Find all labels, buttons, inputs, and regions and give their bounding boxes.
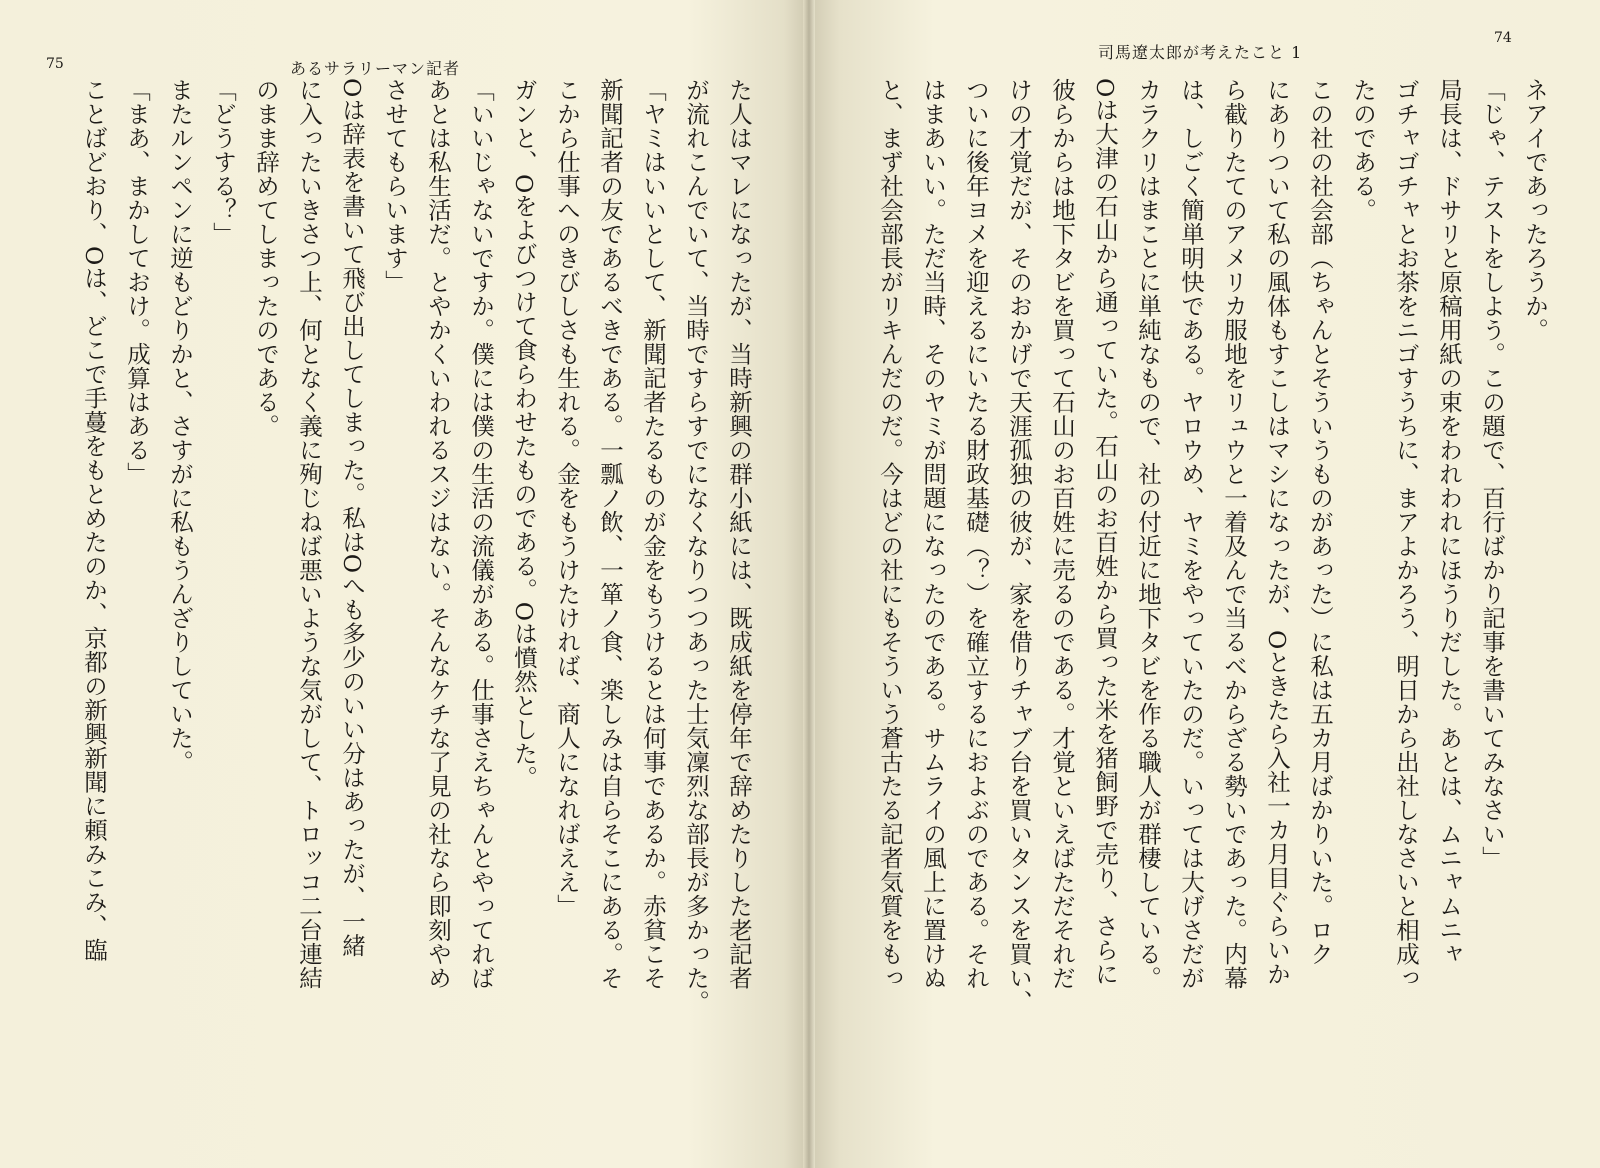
text-line: 「どうする？」 [209, 78, 237, 246]
text-line: にありついて私の風体もすこしはマシになったが、Oときたら入社一カ月目ぐらいか [1263, 78, 1291, 986]
text-line: ネアイであったろうか。 [1521, 78, 1549, 342]
right-page [808, 0, 1600, 1168]
text-line: と、まず社会部長がリキんだのだ。今はどの社にもそういう蒼古たる記者気質をもっ [876, 78, 904, 990]
text-line: た人はマレになったが、当時新興の群小紙には、既成紙を停年で辞めたりした老記者 [725, 78, 753, 990]
book-gutter [803, 0, 815, 1168]
text-line: ら截りたてのアメリカ服地をリュウと一着及んで当るべからざる勢いであった。内幕 [1220, 78, 1248, 990]
page-number-left: 75 [46, 56, 64, 72]
running-head-right: 司馬遼太郎が考えたこと 1 [1098, 43, 1303, 62]
text-line: 局長は、ドサリと原稿用紙の束をわれわれにほうりだした。あとは、ムニャムニャ [1435, 78, 1463, 966]
text-line: この社の社会部（ちゃんとそういうものがあった）に私は五カ月ばかりいた。ロク [1306, 78, 1334, 966]
text-line: ことばどおり、Oは、どこで手蔓をもとめたのか、京都の新興新聞に頼みこみ、臨 [80, 78, 108, 962]
text-line: たのである。 [1349, 78, 1377, 222]
text-line: ゴチャゴチャとお茶をニゴすうちに、まアよかろう、明日から出社しなさいと相成っ [1392, 78, 1420, 990]
text-line: こから仕事へのきびしさも生れる。金をもうけたければ、商人になればええ」 [553, 78, 581, 918]
text-line: に入ったいきさつ上、何となく義に殉じねば悪いような気がして、トロッコ二台連結 [295, 78, 323, 990]
text-line: 「ヤミはいいとして、新聞記者たるものが金をもうけるとは何事であるか。赤貧こそ [639, 78, 667, 990]
text-line: はまあいい。ただ当時、そのヤミが問題になったのである。サムライの風上に置けぬ [919, 78, 947, 990]
text-line: けの才覚だが、そのおかげで天涯孤独の彼が、家を借りチャブ台を買いタンスを買い、 [1005, 78, 1033, 1014]
text-line: させてもらいます」 [381, 78, 409, 294]
text-line: 「いいじゃないですか。僕には僕の生活の流儀がある。仕事さえちゃんとやってれば [467, 78, 495, 990]
left-body-text [40, 78, 760, 1138]
running-head-left: あるサラリーマン記者 [290, 59, 461, 78]
text-line: 新聞記者の友であるべきである。一瓢ノ飲、一箪ノ食、楽しみは自らそこにある。そ [596, 78, 624, 990]
text-line: が流れこんでいて、当時ですらすでになくなりつつあった士気凜烈な部長が多かった。 [682, 78, 710, 1014]
right-body-text [866, 78, 1556, 1138]
text-line: 「じゃ、テストをしよう。この題で、百行ばかり記事を書いてみなさい」 [1478, 78, 1506, 870]
text-line: は、しごく簡単明快である。ヤロウめ、ヤミをやっていたのだ。いっては大げさだが [1177, 78, 1205, 990]
text-line: のまま辞めてしまったのである。 [252, 78, 280, 438]
text-line: ついに後年ヨメを迎えるにいたる財政基礎（？）を確立するにおよぶのである。それ [962, 78, 990, 990]
text-line: またルンペンに逆もどりかと、さすがに私もうんざりしていた。 [166, 78, 194, 774]
page-number-right: 74 [1494, 30, 1512, 46]
text-line: 「まあ、まかしておけ。成算はある」 [123, 78, 151, 486]
text-line: 彼らからは地下タビを買って石山のお百姓に売るのである。才覚といえばただそれだ [1048, 78, 1076, 990]
text-line: ガンと、Oをよびつけて食らわせたものである。Oは憤然とした。 [510, 78, 538, 790]
text-line: Oは大津の石山から通っていた。石山のお百姓から買った米を猪飼野で売り、さらに [1091, 78, 1119, 986]
text-line: Oは辞表を書いて飛び出してしまった。私はOへも多少のいい分はあったが、一緒 [338, 78, 366, 958]
text-line: カラクリはまことに単純なもので、社の付近に地下タビを作る職人が群棲している。 [1134, 78, 1162, 990]
text-line: あとは私生活だ。とやかくいわれるスジはない。そんなケチな了見の社なら即刻やめ [424, 78, 452, 990]
